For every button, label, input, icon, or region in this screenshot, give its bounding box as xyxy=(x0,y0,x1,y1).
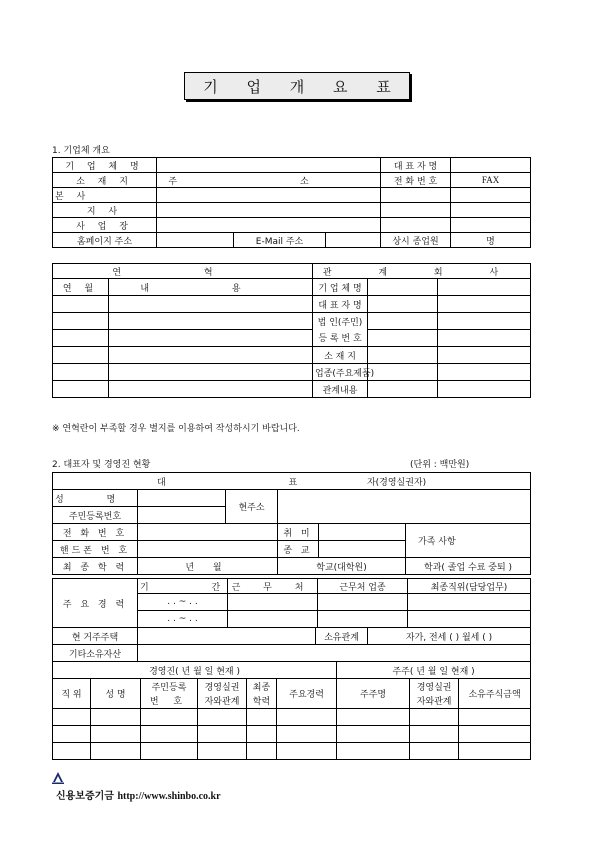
cell[interactable] xyxy=(141,709,198,726)
related-field[interactable] xyxy=(438,381,531,398)
cell[interactable] xyxy=(277,743,337,760)
religion-label: 종 교 xyxy=(278,541,319,558)
workplace-label: 근 무 처 xyxy=(228,579,318,594)
related-row-label: 법 인(주민) xyxy=(313,313,368,330)
phone-field[interactable] xyxy=(138,524,278,541)
company-name-label: 기 업 체 명 xyxy=(53,158,157,173)
other-assets-label: 기타소유자산 xyxy=(53,645,138,662)
col-resident-no-1: 주민등록 xyxy=(141,679,198,694)
name-field[interactable] xyxy=(138,490,226,507)
residence-label: 현 거주주택 xyxy=(53,628,138,645)
cell[interactable] xyxy=(337,743,410,760)
management-table xyxy=(52,661,531,760)
residence-table xyxy=(52,627,531,662)
workplace-label: 사 업 장 xyxy=(53,218,157,233)
management-header: 경영진( 년 월 일 현재 ) xyxy=(53,662,337,679)
related-field[interactable] xyxy=(368,296,438,313)
history-content-field[interactable] xyxy=(109,364,313,381)
location-label: 소 재 지 xyxy=(53,173,157,188)
representative-header xyxy=(53,473,531,490)
col-relation-1: 경영실권 xyxy=(198,679,247,694)
phone-label: 전 화 번 호 xyxy=(53,524,138,541)
history-content-field[interactable] xyxy=(109,347,313,364)
rep-header-right: 자(경영실권자) xyxy=(366,477,427,488)
history-header: 연 혁 xyxy=(53,264,313,279)
col-career: 주요경력 xyxy=(277,679,337,709)
industry-label: 근무처 업종 xyxy=(318,579,408,594)
rep-header-left: 대 표 xyxy=(156,477,358,488)
related-field[interactable] xyxy=(368,313,438,330)
cell[interactable] xyxy=(277,726,337,743)
history-related-table xyxy=(52,263,531,398)
edu-year-label: 년 월 xyxy=(138,558,278,575)
branch-address-field[interactable] xyxy=(157,203,381,218)
col-relation-2: 자와관계 xyxy=(198,694,247,709)
cell[interactable] xyxy=(410,743,459,760)
shinbo-logo-icon xyxy=(52,772,64,784)
final-position-label: 최종직위(담당업무) xyxy=(408,579,531,594)
related-field[interactable] xyxy=(438,330,531,347)
name-label: 성 명 xyxy=(53,490,138,507)
workplace-address-field[interactable] xyxy=(157,218,381,233)
related-field[interactable] xyxy=(438,313,531,330)
branch-fax-field[interactable] xyxy=(451,203,531,218)
related-row-label: 업종(주요제품) xyxy=(313,364,368,381)
history-content-field[interactable] xyxy=(109,330,313,347)
cell[interactable] xyxy=(198,709,247,726)
col-education-1: 최종 xyxy=(247,679,277,694)
cell[interactable] xyxy=(91,726,141,743)
table-row xyxy=(53,743,531,760)
cell[interactable] xyxy=(53,743,91,760)
table-row xyxy=(53,709,531,726)
industry-field[interactable] xyxy=(318,611,408,628)
industry-field[interactable] xyxy=(318,594,408,611)
cell[interactable] xyxy=(459,726,531,743)
cell[interactable] xyxy=(198,726,247,743)
year-month-label: 연 월 xyxy=(53,279,109,296)
cell[interactable] xyxy=(91,709,141,726)
ceo-name-label: 대 표 자 명 xyxy=(381,158,451,173)
cell[interactable] xyxy=(53,709,91,726)
cell[interactable] xyxy=(247,743,277,760)
related-field[interactable] xyxy=(438,364,531,381)
career-label: 주 요 경 력 xyxy=(53,579,138,628)
footer xyxy=(56,787,221,802)
related-row-label: 기 업 체 명 xyxy=(313,279,368,296)
related-row-label: 관계내용 xyxy=(313,381,368,398)
homepage-field[interactable] xyxy=(157,233,234,248)
homepage-label: 홈페이지 주소 xyxy=(53,233,157,248)
workplace-field[interactable] xyxy=(228,594,318,611)
cell[interactable] xyxy=(337,726,410,743)
cell[interactable] xyxy=(277,709,337,726)
content-label: 내 용 xyxy=(109,279,313,296)
workplace-field[interactable] xyxy=(228,611,318,628)
related-field[interactable] xyxy=(438,296,531,313)
col-sh-relation-2: 자와관계 xyxy=(410,694,459,709)
period-field[interactable]: . . ~ . . xyxy=(138,611,228,628)
related-field[interactable] xyxy=(438,279,531,296)
history-year-field[interactable] xyxy=(53,364,109,381)
related-row-label: 대 표 자 명 xyxy=(313,296,368,313)
cell[interactable] xyxy=(91,743,141,760)
branch-phone-field[interactable] xyxy=(381,203,451,218)
history-year-field[interactable] xyxy=(53,330,109,347)
cell[interactable] xyxy=(410,709,459,726)
shareholder-header: 주주( 년 월 일 현재 ) xyxy=(337,662,531,679)
fax-label: FAX xyxy=(451,173,531,188)
head-office-phone-field[interactable] xyxy=(381,188,451,203)
related-field[interactable] xyxy=(368,279,438,296)
related-row-label: 등 록 번 호 xyxy=(313,330,368,347)
related-field[interactable] xyxy=(368,347,438,364)
family-label: 가족 사항 xyxy=(418,537,456,547)
position-field[interactable] xyxy=(408,594,531,611)
cell[interactable] xyxy=(53,726,91,743)
current-address-field[interactable] xyxy=(278,490,531,524)
career-table xyxy=(52,578,531,628)
section1-heading: 1. 기업체 개요 xyxy=(52,146,110,156)
branch-label: 지 사 xyxy=(53,203,157,218)
email-field[interactable] xyxy=(326,233,381,248)
ownership-label: 소유관계 xyxy=(316,628,368,645)
company-name-field[interactable] xyxy=(157,158,381,173)
cell[interactable] xyxy=(337,709,410,726)
cell[interactable] xyxy=(141,726,198,743)
history-content-field[interactable] xyxy=(109,313,313,330)
workplace-fax-field[interactable] xyxy=(451,218,531,233)
residence-field[interactable] xyxy=(138,628,316,645)
representative-table xyxy=(52,472,531,575)
edu-school-label: 학교(대학원) xyxy=(278,558,406,575)
workplace-phone-field[interactable] xyxy=(381,218,451,233)
mobile-field[interactable] xyxy=(138,541,278,558)
employees-unit: 명 xyxy=(451,233,531,248)
related-field[interactable] xyxy=(438,347,531,364)
head-office-label: 본 사 xyxy=(53,188,157,203)
cell[interactable] xyxy=(247,726,277,743)
hobby-label: 취 미 xyxy=(278,524,319,541)
period-label: 기 간 xyxy=(138,579,228,594)
history-year-field[interactable] xyxy=(53,381,109,398)
history-year-field[interactable] xyxy=(53,296,109,313)
current-address-label: 현주소 xyxy=(226,490,278,524)
head-office-address-field[interactable] xyxy=(157,188,381,203)
head-office-fax-field[interactable] xyxy=(451,188,531,203)
edu-major-label: 학과( 졸업 수료 중퇴 ) xyxy=(406,558,531,575)
footer-url[interactable]: http://www.shinbo.co.kr xyxy=(117,791,221,802)
table-row xyxy=(53,726,531,743)
page-title: 기 업 개 요 표 xyxy=(184,72,410,100)
history-year-field[interactable] xyxy=(53,347,109,364)
related-field[interactable] xyxy=(368,381,438,398)
resident-no-field[interactable] xyxy=(138,507,226,524)
footer-org: 신용보증기금 xyxy=(56,791,114,802)
col-sh-relation-1: 경영실권 xyxy=(410,679,459,694)
related-row-label: 소 재 지 xyxy=(313,347,368,364)
ceo-name-field[interactable] xyxy=(451,158,531,173)
ownership-options[interactable]: 자가, 전세 ( ) 월세 ( ) xyxy=(368,628,531,645)
company-overview-table xyxy=(52,157,531,248)
position-field[interactable] xyxy=(408,611,531,628)
col-resident-no-2: 번 호 xyxy=(141,694,198,709)
education-label: 최 종 학 력 xyxy=(53,558,138,575)
phone-label: 전 화 번 호 xyxy=(381,173,451,188)
history-note: ※ 연혁란이 부족할 경우 별지를 이용하여 작성하시기 바랍니다. xyxy=(52,424,300,434)
religion-field[interactable] xyxy=(319,541,406,558)
cell[interactable] xyxy=(141,743,198,760)
cell[interactable] xyxy=(459,743,531,760)
mobile-label: 핸드폰 번 호 xyxy=(53,541,138,558)
history-content-field[interactable] xyxy=(109,296,313,313)
employees-label: 상시 종업원 xyxy=(381,233,451,248)
col-shares: 소유주식금액 xyxy=(459,679,531,709)
history-year-field[interactable] xyxy=(53,313,109,330)
hobby-field[interactable] xyxy=(319,524,406,541)
family-cell xyxy=(406,524,531,558)
history-content-field[interactable] xyxy=(109,381,313,398)
unit-note: (단위 : 백만원) xyxy=(410,460,470,470)
section2-heading: 2. 대표자 및 경영진 현황 xyxy=(52,460,151,470)
col-education-2: 학력 xyxy=(247,694,277,709)
related-field[interactable] xyxy=(368,330,438,347)
cell[interactable] xyxy=(198,743,247,760)
cell[interactable] xyxy=(459,709,531,726)
cell[interactable] xyxy=(410,726,459,743)
address-label: 주 소 xyxy=(157,173,381,188)
period-field[interactable]: . . ~ . . xyxy=(138,594,228,611)
other-assets-field[interactable] xyxy=(138,645,531,662)
resident-no-label: 주민등록번호 xyxy=(53,507,138,524)
related-companies-header: 관 계 회 사 xyxy=(313,264,531,279)
col-name: 성 명 xyxy=(91,679,141,709)
col-shareholder: 주주명 xyxy=(337,679,410,709)
col-position: 직 위 xyxy=(53,679,91,709)
email-label: E-Mail 주소 xyxy=(234,233,326,248)
related-field[interactable] xyxy=(368,364,438,381)
cell[interactable] xyxy=(247,709,277,726)
